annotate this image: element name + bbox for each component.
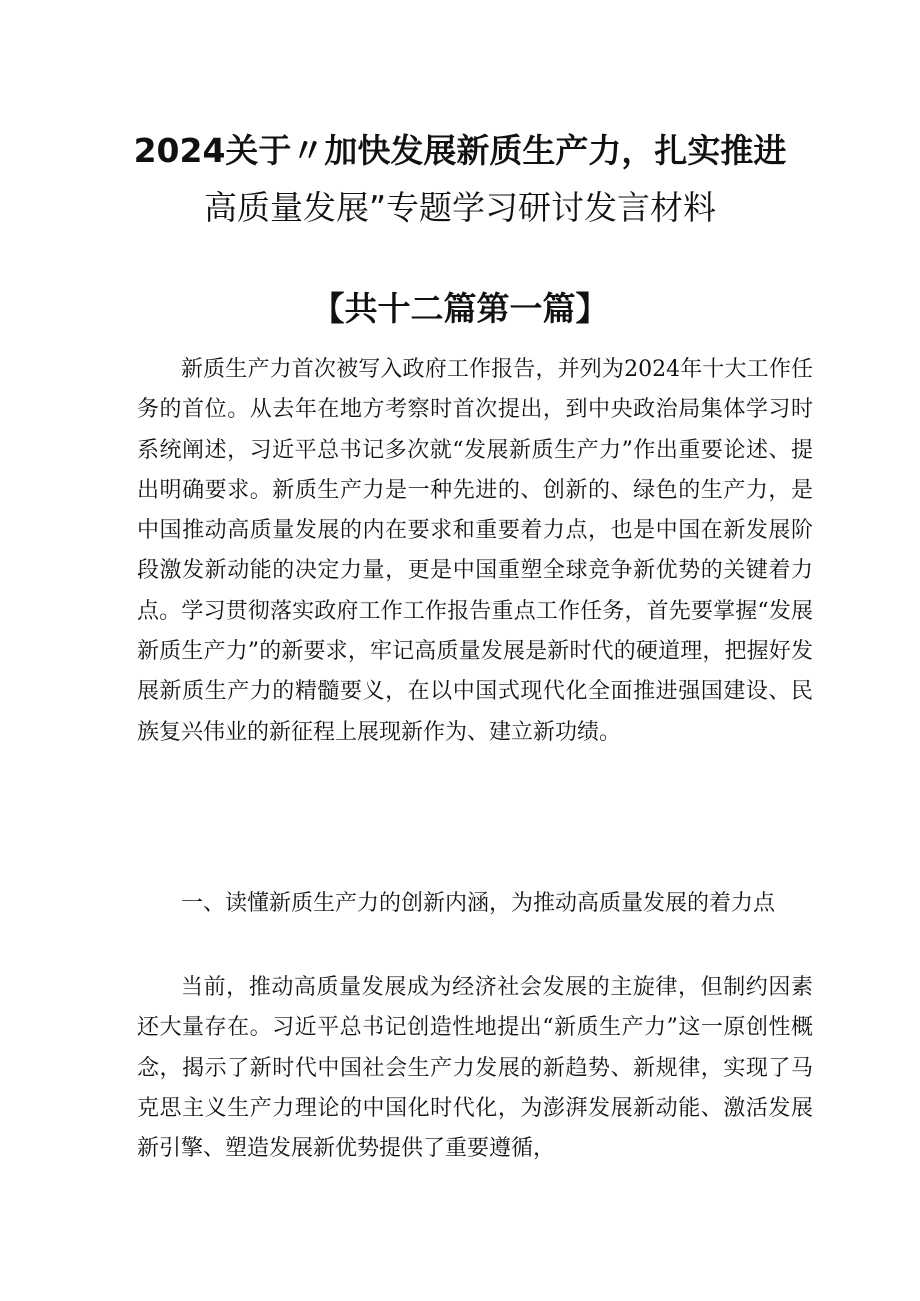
- section-heading-1: 一、读懂新质生产力的创新内涵，为推动高质量发展的着力点: [181, 891, 776, 916]
- document-title-part-label: 【共十二篇第一篇】: [311, 289, 609, 328]
- document-title-line-1: 2024关于〃加快发展新质生产力，扎实推进: [133, 131, 787, 170]
- body-paragraph-intro: 新质生产力首次被写入政府工作报告，并列为2024年十大工作任务的首位。从去年在地方考察时首次提出，到中央政治局集体学习时系统阐述，习近平总书记多次就“发展新质生产力”作出重要论述、提出明确要求。新质生产力是一种先进的、创新的、绿色的生产力，是中国推动高质量发展的内在要求和重要着力点，也是中国在新发展阶段激发新动能的决定力量，更是中国重塑全球竞争新优势的关键着力点。学习贯彻落实政府工作工作报告重点工作任务，首先要掌握“发展新质生产力”的新要求，牢记高质量发展是新时代的硬道理，把握好发展新质生产力的精髓要义，在以中国式现代化全面推进强国建设、民族复兴伟业的新征程上展现新作为、建立新功绩。: [137, 357, 813, 745]
- document-title-line-2: 高质量发展”专题学习研讨发言材料: [203, 188, 717, 227]
- body-paragraph-section-1: 当前，推动高质量发展成为经济社会发展的主旋律，但制约因素还大量存在。习近平总书记创造性地提出“新质生产力”这一原创性概念，揭示了新时代中国社会生产力发展的新趋势、新规律，实现了马克思主义生产力理论的中国化时代化，为澎湃发展新动能、激活发展新引擎、塑造发展新优势提供了重要遵循，: [137, 975, 813, 1162]
